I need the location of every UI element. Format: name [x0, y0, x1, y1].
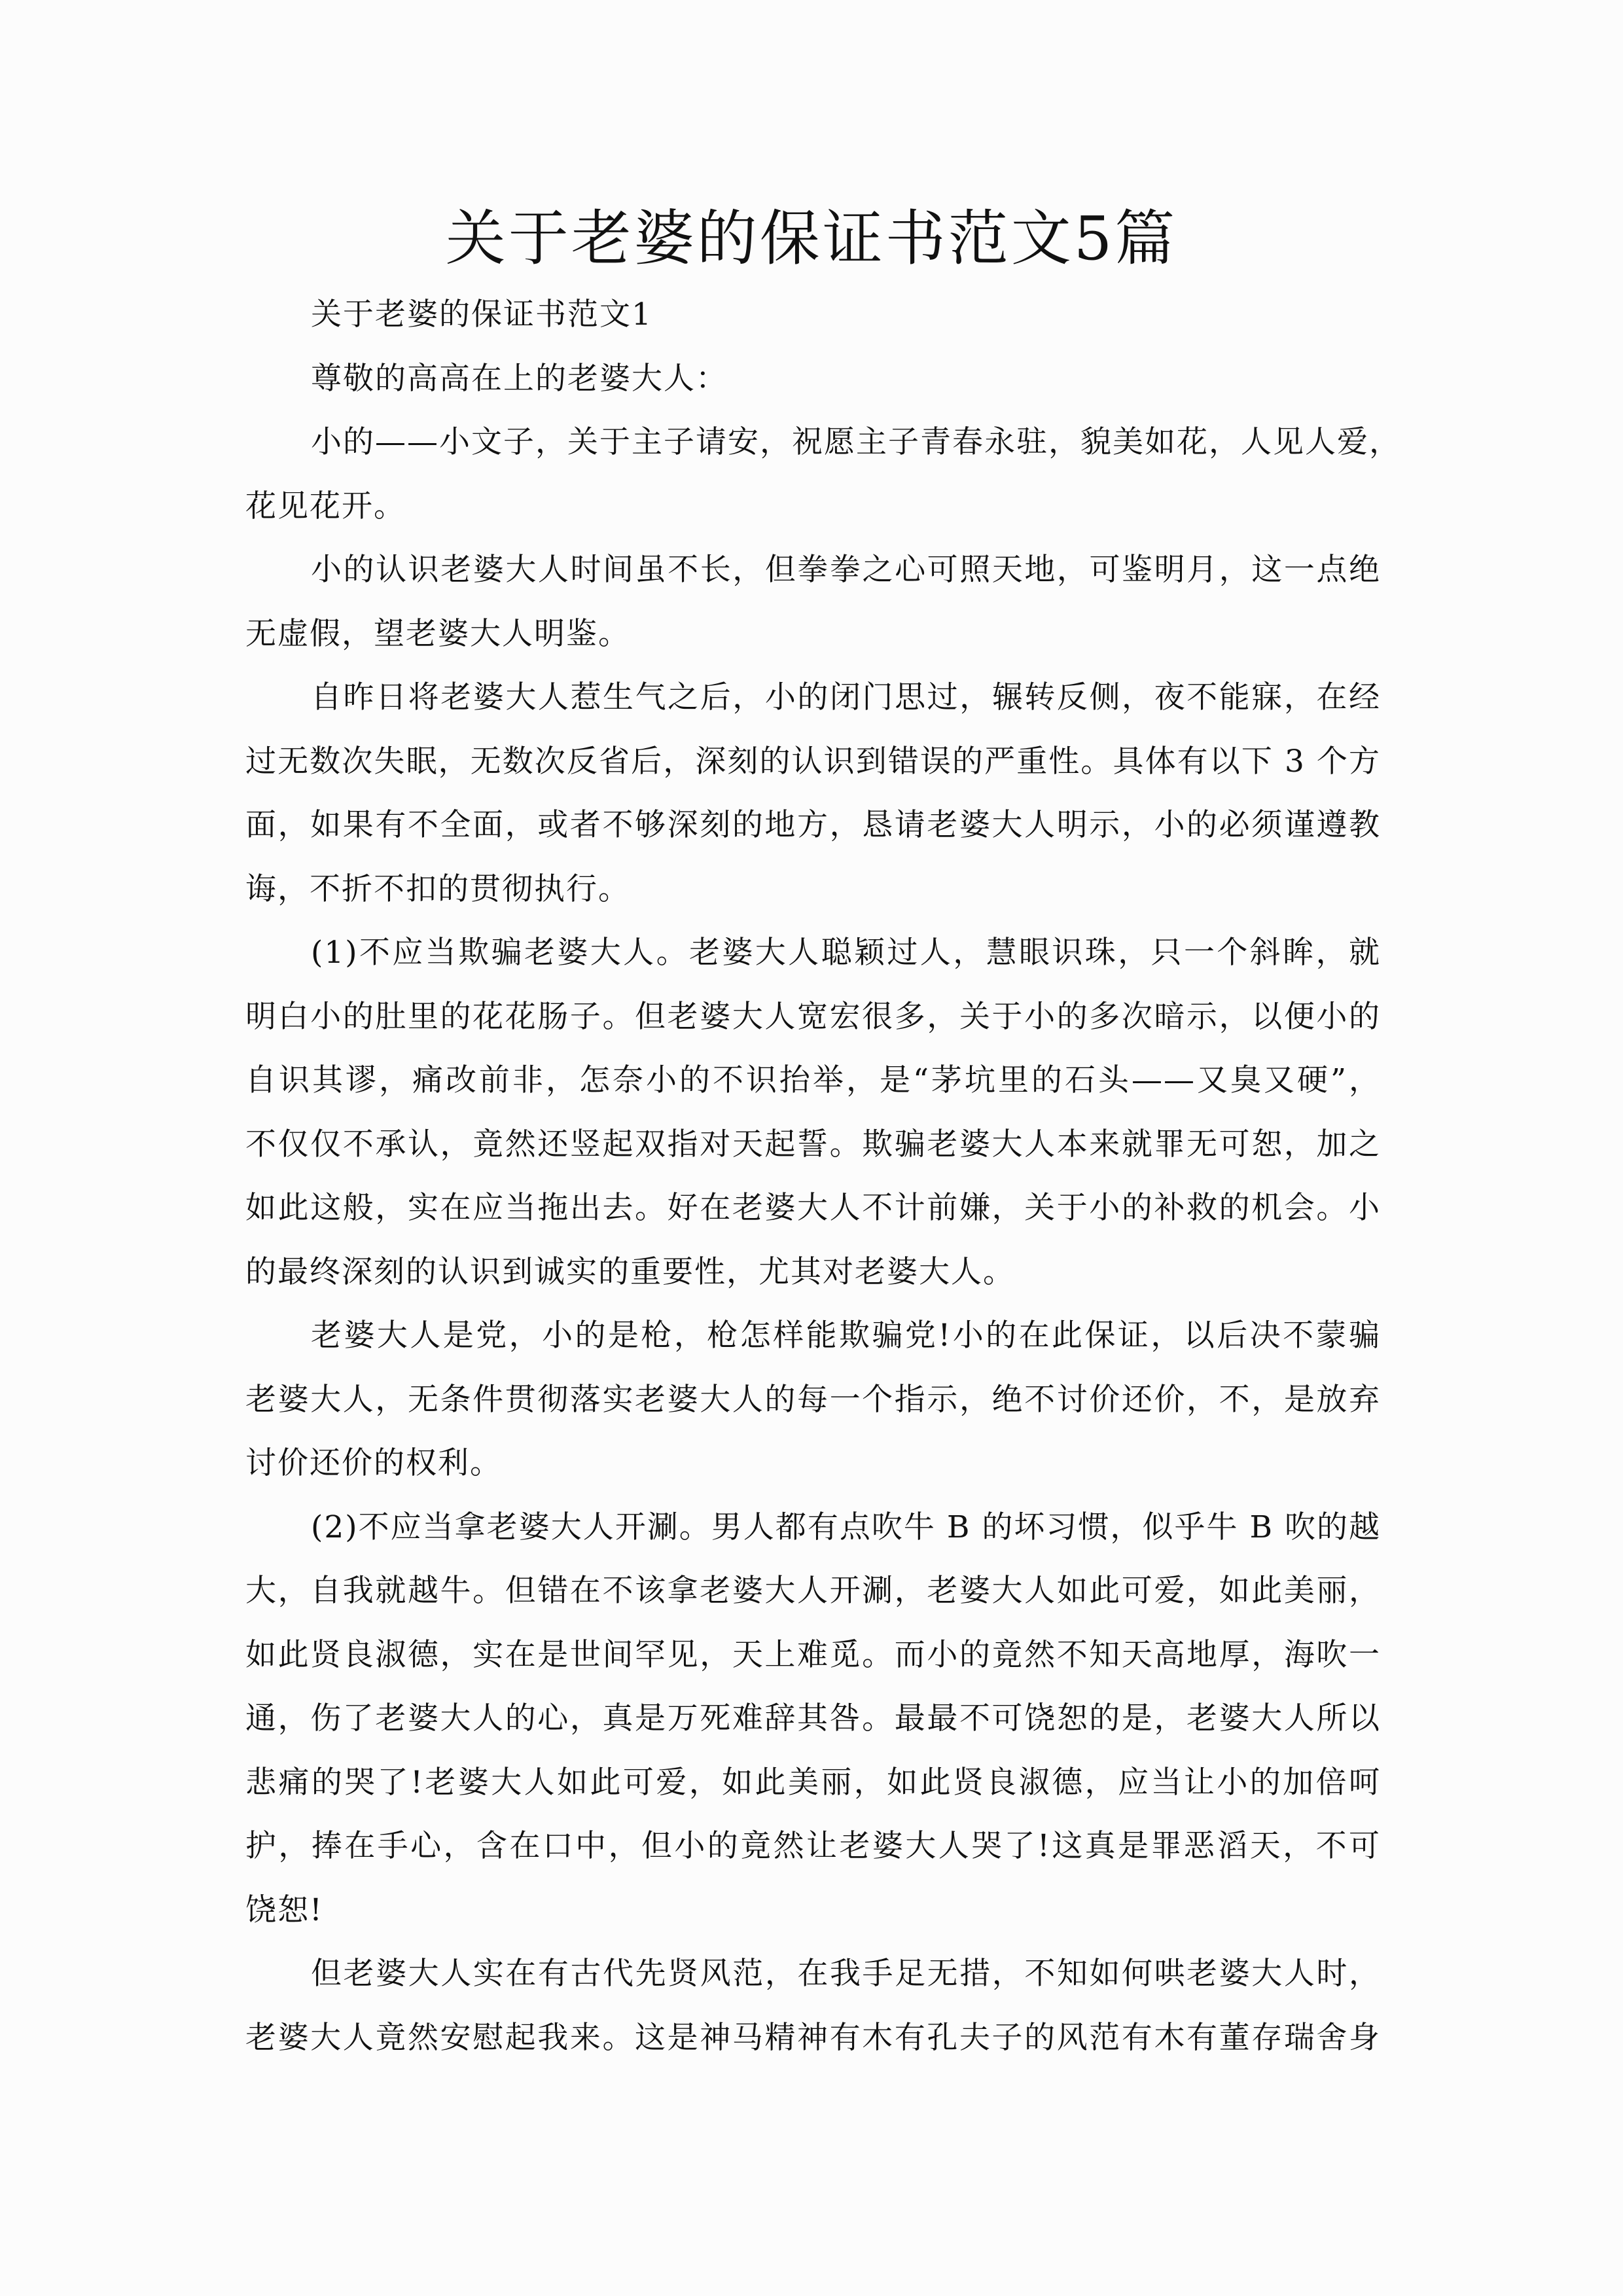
text-line: 过无数次失眠，无数次反省后，深刻的认识到错误的严重性。具体有以下 3 个方: [245, 743, 1381, 780]
text-line: 诲，不折不扣的贯彻执行。: [245, 870, 630, 907]
text-line: 的最终深刻的认识到诚实的重要性，尤其对老婆大人。: [245, 1253, 1015, 1290]
text-line: 护，捧在手心，含在口中，但小的竟然让老婆大人哭了!这真是罪恶滔天，不可: [245, 1828, 1381, 1864]
text-line: (1)不应当欺骗老婆大人。老婆大人聪颖过人，慧眼识珠，只一个斜眸，就: [311, 935, 1381, 971]
text-line: 自昨日将老婆大人惹生气之后，小的闭门思过，辗转反侧，夜不能寐，在经: [311, 679, 1381, 715]
text-line: 面，如果有不全面，或者不够深刻的地方，恳请老婆大人明示，小的必须谨遵教: [245, 807, 1381, 843]
text-line: 老婆大人，无条件贯彻落实老婆大人的每一个指示，绝不讨价还价，不，是放弃: [245, 1381, 1381, 1418]
document-title: 关于老婆的保证书范文5篇: [445, 204, 1178, 274]
text-line: 如此贤良淑德，实在是世间罕见，天上难觅。而小的竟然不知天高地厚，海吹一: [245, 1636, 1381, 1673]
text-line: (2)不应当拿老婆大人开涮。男人都有点吹牛 B 的坏习惯，似乎牛 B 吹的越: [311, 1509, 1381, 1545]
text-line: 明白小的肚里的花花肠子。但老婆大人宽宏很多，关于小的多次暗示，以便小的: [245, 998, 1381, 1035]
text-line: 关于老婆的保证书范文1: [311, 296, 652, 332]
text-line: 老婆大人竟然安慰起我来。这是神马精神有木有孔夫子的风范有木有董存瑞舍身: [245, 2019, 1381, 2056]
text-line: 悲痛的哭了!老婆大人如此可爱，如此美丽，如此贤良淑德，应当让小的加倍呵: [245, 1764, 1381, 1801]
text-line: 自识其谬，痛改前非，怎奈小的不识抬举，是“茅坑里的石头——又臭又硬”，: [245, 1062, 1381, 1098]
text-line: 但老婆大人实在有古代先贤风范，在我手足无措，不知如何哄老婆大人时，: [311, 1956, 1381, 1992]
text-line: 如此这般，实在应当拖出去。好在老婆大人不计前嫌，关于小的补救的机会。小: [245, 1190, 1381, 1226]
text-line: 花见花开。: [245, 488, 406, 524]
text-line: 不仅仅不承认，竟然还竖起双指对天起誓。欺骗老婆大人本来就罪无可恕，加之: [245, 1126, 1381, 1162]
text-line: 饶恕!: [245, 1892, 323, 1928]
text-line: 老婆大人是党，小的是枪，枪怎样能欺骗党!小的在此保证，以后决不蒙骗: [311, 1318, 1381, 1354]
document-body: [245, 283, 1401, 2070]
text-line: 无虚假，望老婆大人明鉴。: [245, 615, 630, 652]
text-line: 通，伤了老婆大人的心，真是万死难辞其咎。最最不可饶恕的是，老婆大人所以: [245, 1700, 1381, 1736]
text-line: 尊敬的高高在上的老婆大人：: [311, 360, 728, 397]
text-line: 小的认识老婆大人时间虽不长，但拳拳之心可照天地，可鉴明月，这一点绝: [311, 552, 1381, 588]
text-line: 大，自我就越牛。但错在不该拿老婆大人开涮，老婆大人如此可爱，如此美丽，: [245, 1573, 1381, 1609]
text-line: 讨价还价的权利。: [245, 1445, 502, 1481]
text-line: 小的——小文子，关于主子请安，祝愿主子青春永驻，貌美如花，人见人爱，: [311, 424, 1401, 460]
